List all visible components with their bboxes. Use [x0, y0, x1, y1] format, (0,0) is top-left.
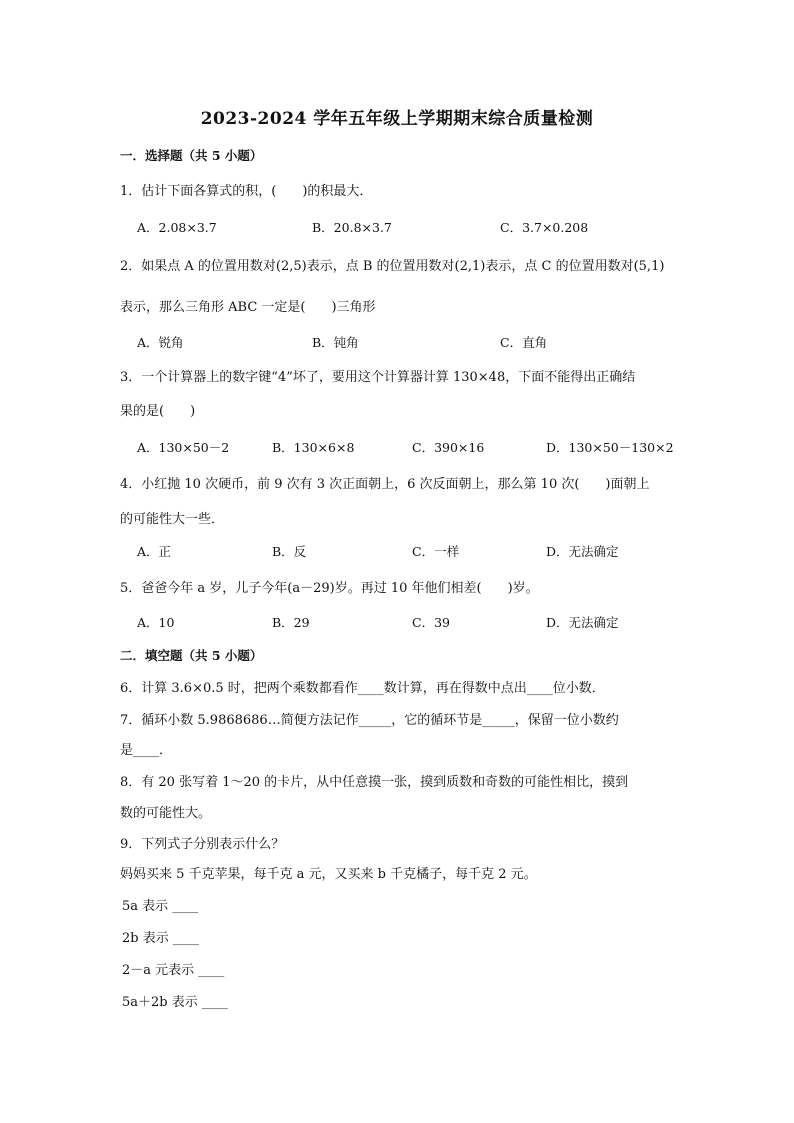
- question-8-line-1: 8．有 20 张写着 1～20 的卡片，从中任意摸一张，摸到质数和奇数的可能性相比，摸到: [120, 775, 629, 790]
- q4-option-c: C．一样: [412, 544, 460, 559]
- q3-option-c: C．390×16: [412, 440, 485, 455]
- question-7-line-1: 7．循环小数 5.9868686…简便方法记作_____，它的循环节是_____，保留一位小数约: [120, 713, 619, 728]
- q1-option-a: A．2.08×3.7: [137, 220, 217, 235]
- q2-option-b: B．钝角: [312, 335, 359, 350]
- question-3-line-1: 3．一个计算器上的数字键“4”坏了，要用这个计算器计算 130×48，下面不能得出正确结: [120, 370, 636, 385]
- q9-item-2: 2b 表示 ____: [122, 931, 199, 946]
- question-7-line-2: 是____．: [120, 743, 173, 758]
- question-9: 9．下列式子分别表示什么？: [120, 837, 285, 852]
- q9-item-1: 5a 表示 ____: [122, 899, 199, 914]
- question-4-line-1: 4．小红抛 10 次硬币，前 9 次有 3 次正面朝上，6 次反面朝上，那么第 10 次( )面朝上: [120, 477, 650, 492]
- q9-item-4: 5a＋2b 表示 ____: [122, 995, 228, 1010]
- section-heading-fill: 二．填空题（共 5 小题）: [120, 648, 263, 663]
- question-2-line-1: 2．如果点 A 的位置用数对(2,5)表示，点 B 的位置用数对(2,1)表示，点 C 的位置用数对(5,1): [120, 259, 665, 274]
- question-3-line-2: 果的是( ): [120, 404, 196, 419]
- q4-option-a: A．正: [137, 544, 172, 559]
- question-4-line-2: 的可能性大一些．: [120, 512, 225, 527]
- q3-option-b: B．130×6×8: [272, 440, 355, 455]
- q5-option-a: A．10: [137, 615, 175, 630]
- q1-option-c: C．3.7×0.208: [500, 220, 589, 235]
- question-5: 5．爸爸今年 a 岁，儿子今年(a－29)岁。再过 10 年他们相差( )岁。: [120, 581, 539, 596]
- question-9-context: 妈妈买来 5 千克苹果，每千克 a 元，又买来 b 千克橘子，每千克 2 元。: [120, 867, 537, 882]
- q4-option-d: D．无法确定: [546, 544, 619, 559]
- q3-option-a: A．130×50－2: [137, 440, 230, 455]
- page-title: 2023-2024 学年五年级上学期期末综合质量检测: [200, 109, 594, 129]
- q2-option-a: A．锐角: [137, 335, 184, 350]
- question-2-line-2: 表示，那么三角形 ABC 一定是( )三角形: [120, 300, 376, 315]
- q9-item-3: 2－a 元表示 ____: [122, 963, 225, 978]
- q5-option-c: C．39: [412, 615, 450, 630]
- q3-option-d: D．130×50－130×2: [546, 440, 674, 455]
- q5-option-b: B．29: [272, 615, 310, 630]
- question-1: 1．估计下面各算式的积，( )的积最大．: [120, 184, 373, 199]
- question-6: 6．计算 3.6×0.5 时，把两个乘数都看作____数计算，再在得数中点出____位小数．: [120, 681, 605, 696]
- section-heading-choice: 一．选择题（共 5 小题）: [120, 148, 263, 163]
- q2-option-c: C．直角: [500, 335, 548, 350]
- q5-option-d: D．无法确定: [546, 615, 619, 630]
- q4-option-b: B．反: [272, 544, 307, 559]
- question-8-line-2: 数的可能性大。: [120, 806, 212, 821]
- q1-option-b: B．20.8×3.7: [312, 220, 392, 235]
